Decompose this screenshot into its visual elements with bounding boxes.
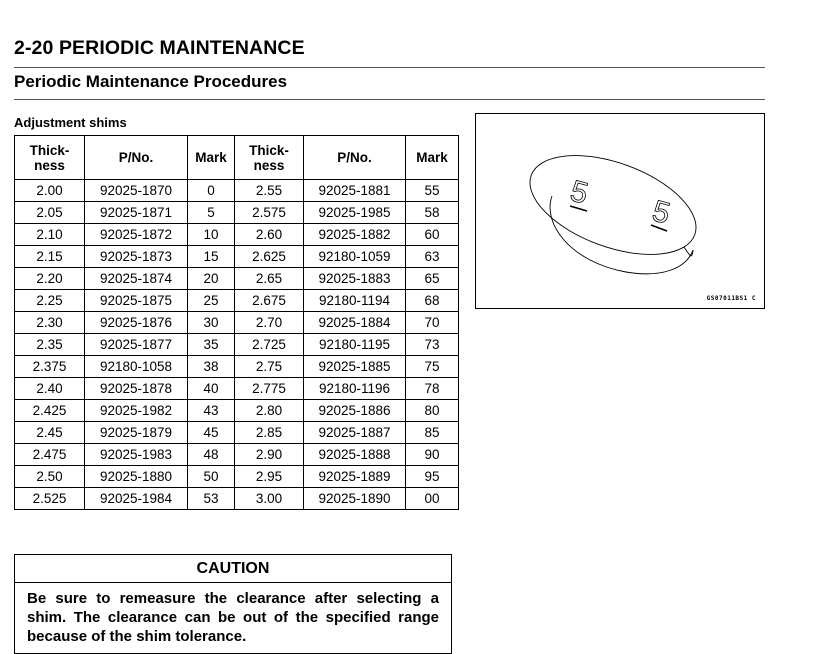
- header-thickness: Thick- ness: [15, 136, 85, 180]
- header-part-number: P/No.: [304, 136, 406, 180]
- cell-mark: 25: [188, 290, 235, 312]
- cell-mark: 15: [188, 246, 235, 268]
- cell-part-number: 92025-1889: [304, 466, 406, 488]
- cell-part-number: 92180-1196: [304, 378, 406, 400]
- cell-thickness: 2.50: [15, 466, 85, 488]
- cell-part-number: 92025-1879: [85, 422, 188, 444]
- cell-thickness: 3.00: [235, 488, 304, 510]
- header-mark: Mark: [188, 136, 235, 180]
- cell-part-number: 92025-1880: [85, 466, 188, 488]
- shim-table: [14, 135, 459, 510]
- cell-thickness: 2.475: [15, 444, 85, 466]
- cell-part-number: 92025-1870: [85, 180, 188, 202]
- cell-mark: 63: [406, 246, 459, 268]
- cell-thickness: 2.425: [15, 400, 85, 422]
- cell-mark: 70: [406, 312, 459, 334]
- cell-mark: 0: [188, 180, 235, 202]
- cell-thickness: 2.675: [235, 290, 304, 312]
- table-row: [15, 334, 459, 356]
- cell-thickness: 2.95: [235, 466, 304, 488]
- cell-thickness: 2.775: [235, 378, 304, 400]
- cell-thickness: 2.40: [15, 378, 85, 400]
- caution-box: [14, 554, 452, 654]
- cell-mark: 60: [406, 224, 459, 246]
- cell-mark: 10: [188, 224, 235, 246]
- cell-mark: 55: [406, 180, 459, 202]
- cell-mark: 38: [188, 356, 235, 378]
- cell-part-number: 92025-1890: [304, 488, 406, 510]
- cell-mark: 58: [406, 202, 459, 224]
- table-row: [15, 202, 459, 224]
- cell-part-number: 92180-1059: [304, 246, 406, 268]
- cell-mark: 75: [406, 356, 459, 378]
- cell-thickness: 2.25: [15, 290, 85, 312]
- cell-part-number: 92025-1985: [304, 202, 406, 224]
- cell-part-number: 92025-1872: [85, 224, 188, 246]
- cell-mark: 35: [188, 334, 235, 356]
- table-row: [15, 422, 459, 444]
- cell-mark: 30: [188, 312, 235, 334]
- cell-thickness: 2.55: [235, 180, 304, 202]
- cell-thickness: 2.45: [15, 422, 85, 444]
- section-title: Periodic Maintenance Procedures: [14, 72, 288, 91]
- cell-thickness: 2.725: [235, 334, 304, 356]
- table-row: [15, 444, 459, 466]
- table-row: [15, 488, 459, 510]
- cell-part-number: 92025-1982: [85, 400, 188, 422]
- table-row: [15, 356, 459, 378]
- section-rule: [14, 99, 765, 100]
- table-header-row: [15, 136, 459, 180]
- cell-part-number: 92025-1871: [85, 202, 188, 224]
- cell-thickness: 2.525: [15, 488, 85, 510]
- cell-thickness: 2.15: [15, 246, 85, 268]
- cell-thickness: 2.00: [15, 180, 85, 202]
- cell-part-number: 92180-1194: [304, 290, 406, 312]
- table-row: [15, 290, 459, 312]
- cell-mark: 50: [188, 466, 235, 488]
- cell-thickness: 2.35: [15, 334, 85, 356]
- cell-part-number: 92025-1874: [85, 268, 188, 290]
- cell-mark: 45: [188, 422, 235, 444]
- cell-part-number: 92025-1878: [85, 378, 188, 400]
- cell-part-number: 92025-1887: [304, 422, 406, 444]
- shim-edge: [684, 247, 693, 256]
- cell-mark: 40: [188, 378, 235, 400]
- shim-mark-left: 5: [566, 174, 592, 211]
- table-row: [15, 312, 459, 334]
- cell-part-number: 92025-1884: [304, 312, 406, 334]
- table-caption: Adjustment shims: [14, 115, 127, 130]
- table-row: [15, 180, 459, 202]
- table-row: [15, 466, 459, 488]
- table-row: [15, 400, 459, 422]
- cell-part-number: 92025-1888: [304, 444, 406, 466]
- cell-thickness: 2.05: [15, 202, 85, 224]
- cell-part-number: 92025-1983: [85, 444, 188, 466]
- cell-thickness: 2.75: [235, 356, 304, 378]
- cell-mark: 53: [188, 488, 235, 510]
- page-title: 2-20 PERIODIC MAINTENANCE: [14, 37, 305, 59]
- cell-thickness: 2.575: [235, 202, 304, 224]
- shim-side-wall: [550, 196, 693, 274]
- table-row: [15, 268, 459, 290]
- cell-thickness: 2.375: [15, 356, 85, 378]
- cell-part-number: 92025-1876: [85, 312, 188, 334]
- cell-part-number: 92025-1875: [85, 290, 188, 312]
- cell-mark: 95: [406, 466, 459, 488]
- header-mark: Mark: [406, 136, 459, 180]
- cell-part-number: 92025-1886: [304, 400, 406, 422]
- cell-part-number: 92025-1877: [85, 334, 188, 356]
- cell-part-number: 92025-1984: [85, 488, 188, 510]
- caution-title: CAUTION: [15, 555, 451, 583]
- table-row: [15, 246, 459, 268]
- cell-mark: 43: [188, 400, 235, 422]
- cell-thickness: 2.20: [15, 268, 85, 290]
- cell-thickness: 2.65: [235, 268, 304, 290]
- cell-mark: 5: [188, 202, 235, 224]
- cell-part-number: 92025-1885: [304, 356, 406, 378]
- cell-part-number: 92180-1058: [85, 356, 188, 378]
- cell-thickness: 2.30: [15, 312, 85, 334]
- table-row: [15, 224, 459, 246]
- cell-part-number: 92025-1882: [304, 224, 406, 246]
- header-part-number: P/No.: [85, 136, 188, 180]
- cell-mark: 78: [406, 378, 459, 400]
- cell-thickness: 2.70: [235, 312, 304, 334]
- cell-mark: 73: [406, 334, 459, 356]
- figure-code: GS07011BS1 C: [706, 295, 756, 302]
- cell-thickness: 2.90: [235, 444, 304, 466]
- cell-part-number: 92025-1881: [304, 180, 406, 202]
- cell-thickness: 2.60: [235, 224, 304, 246]
- cell-mark: 48: [188, 444, 235, 466]
- cell-part-number: 92025-1873: [85, 246, 188, 268]
- cell-thickness: 2.10: [15, 224, 85, 246]
- caution-text: Be sure to remeasure the clearance after selecting a shim. The clearance can be out of the specified range because of the shim tolerance.: [27, 590, 439, 645]
- cell-mark: 68: [406, 290, 459, 312]
- cell-mark: 85: [406, 422, 459, 444]
- table-body: [15, 180, 459, 510]
- cell-mark: 90: [406, 444, 459, 466]
- cell-thickness: 2.625: [235, 246, 304, 268]
- cell-thickness: 2.80: [235, 400, 304, 422]
- cell-mark: 65: [406, 268, 459, 290]
- title-rule: [14, 67, 765, 68]
- cell-thickness: 2.85: [235, 422, 304, 444]
- header-thickness: Thick- ness: [235, 136, 304, 180]
- cell-mark: 00: [406, 488, 459, 510]
- table-row: [15, 378, 459, 400]
- shim-top-face: [517, 136, 709, 274]
- cell-part-number: 92180-1195: [304, 334, 406, 356]
- shim-illustration: [476, 114, 766, 310]
- shim-figure: [475, 113, 765, 309]
- cell-part-number: 92025-1883: [304, 268, 406, 290]
- cell-mark: 80: [406, 400, 459, 422]
- cell-mark: 20: [188, 268, 235, 290]
- shim-mark-right: 5: [648, 194, 674, 231]
